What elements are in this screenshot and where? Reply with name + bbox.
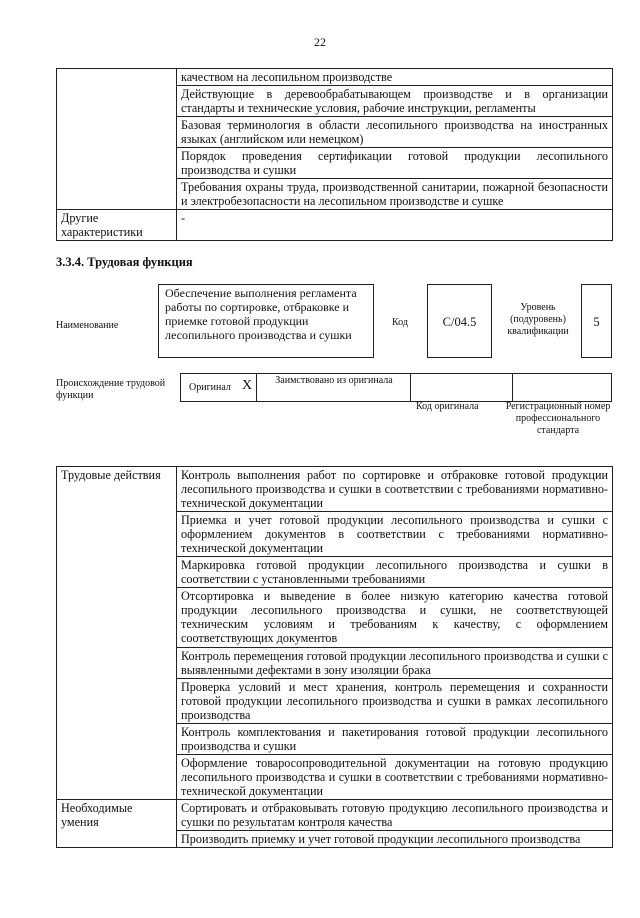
row-text: Порядок проведения сертификации готовой продукции лесопильного производства и сушки [177,148,613,179]
table-row [57,467,613,512]
section-heading: 3.3.4. Трудовая функция [56,255,193,269]
code-value-box: C/04.5 [427,284,492,358]
row-label [57,69,177,210]
row-label: Другие характеристики [57,210,177,241]
origin-label: Происхождение трудовой функции [56,378,166,401]
row-text: Сортировать и отбраковывать готовую продукцию лесопильного производства и сушки по результатам контроля качества [177,800,613,831]
row-label: Необходимые умения [57,800,177,848]
table-row [57,210,613,241]
row-text: Отсортировка и выведение в более низкую категорию качества готовой продукции лесопильного производства и сушки, не соответствующей техническим условиям и требованиям к качеству, с оформлением соответствующих документов [177,588,613,648]
row-text: Маркировка готовой продукции лесопильного производства и сушки в соответствии с установленными требованиями [177,557,613,588]
row-text: Контроль комплектования и пакетирования готовой продукции лесопильного производства и сушки [177,724,613,755]
function-name-box: Обеспечение выполнения регламента работы по сортировке, отбраковке и приемке готовой продукции лесопильного производства и сушки [158,284,374,358]
row-text: - [177,210,613,241]
row-text: Приемка и учет готовой продукции лесопильного производства и сушки с оформлением документов в соответствии с требованиями нормативно-технической документации [177,512,613,557]
original-label: Оригинал [189,382,231,393]
row-text: Базовая терминология в области лесопильного производства на иностранных языках (английском или немецком) [177,117,613,148]
registration-number-label: Регистрационный номер профессионального стандарта [505,401,611,436]
table-row [57,800,613,831]
knowledge-table [56,68,613,241]
origin-code-cell [411,374,513,401]
labor-actions-table [56,466,613,848]
name-label: Наименование [56,320,119,331]
level-value-box: 5 [581,284,612,358]
level-label: Уровень (подуровень) квалификации [507,302,569,337]
row-label: Трудовые действия [57,467,177,800]
table-row [57,69,613,86]
origin-row [180,373,612,402]
row-text: Контроль выполнения работ по сортировке и отбраковке готовой продукции лесопильного производства и сушки в соответствии с требованиями нормативно-технической документации [177,467,613,512]
row-text: Действующие в деревообрабатывающем производстве и в организации стандарты и технические условия, рабочие инструкции, регламенты [177,86,613,117]
row-text: Производить приемку и учет готовой продукции лесопильного производства [177,831,613,848]
original-mark: X [242,378,253,393]
row-text: Требования охраны труда, производственной санитарии, пожарной безопасности и электробезопасности на лесопильном производстве и сушке [177,179,613,210]
page-number: 22 [314,35,326,49]
row-text: Контроль перемещения готовой продукции лесопильного производства и сушки с выявленными дефектами в зону изоляции брака [177,648,613,679]
code-label: Код [392,317,408,328]
row-text: качеством на лесопильном производстве [177,69,613,86]
code-original-label: Код оригинала [416,401,479,412]
borrowed-label: Заимствовано из оригинала [275,375,393,386]
row-text: Оформление товаросопроводительной документации на готовую продукцию лесопильного производства и сушки в соответствии с требованиями нормативно-технической документации [177,755,613,800]
row-text: Проверка условий и мест хранения, контроль перемещения и сохранности готовой продукции лесопильного производства и сушки в рамках лесопильного производства [177,679,613,724]
